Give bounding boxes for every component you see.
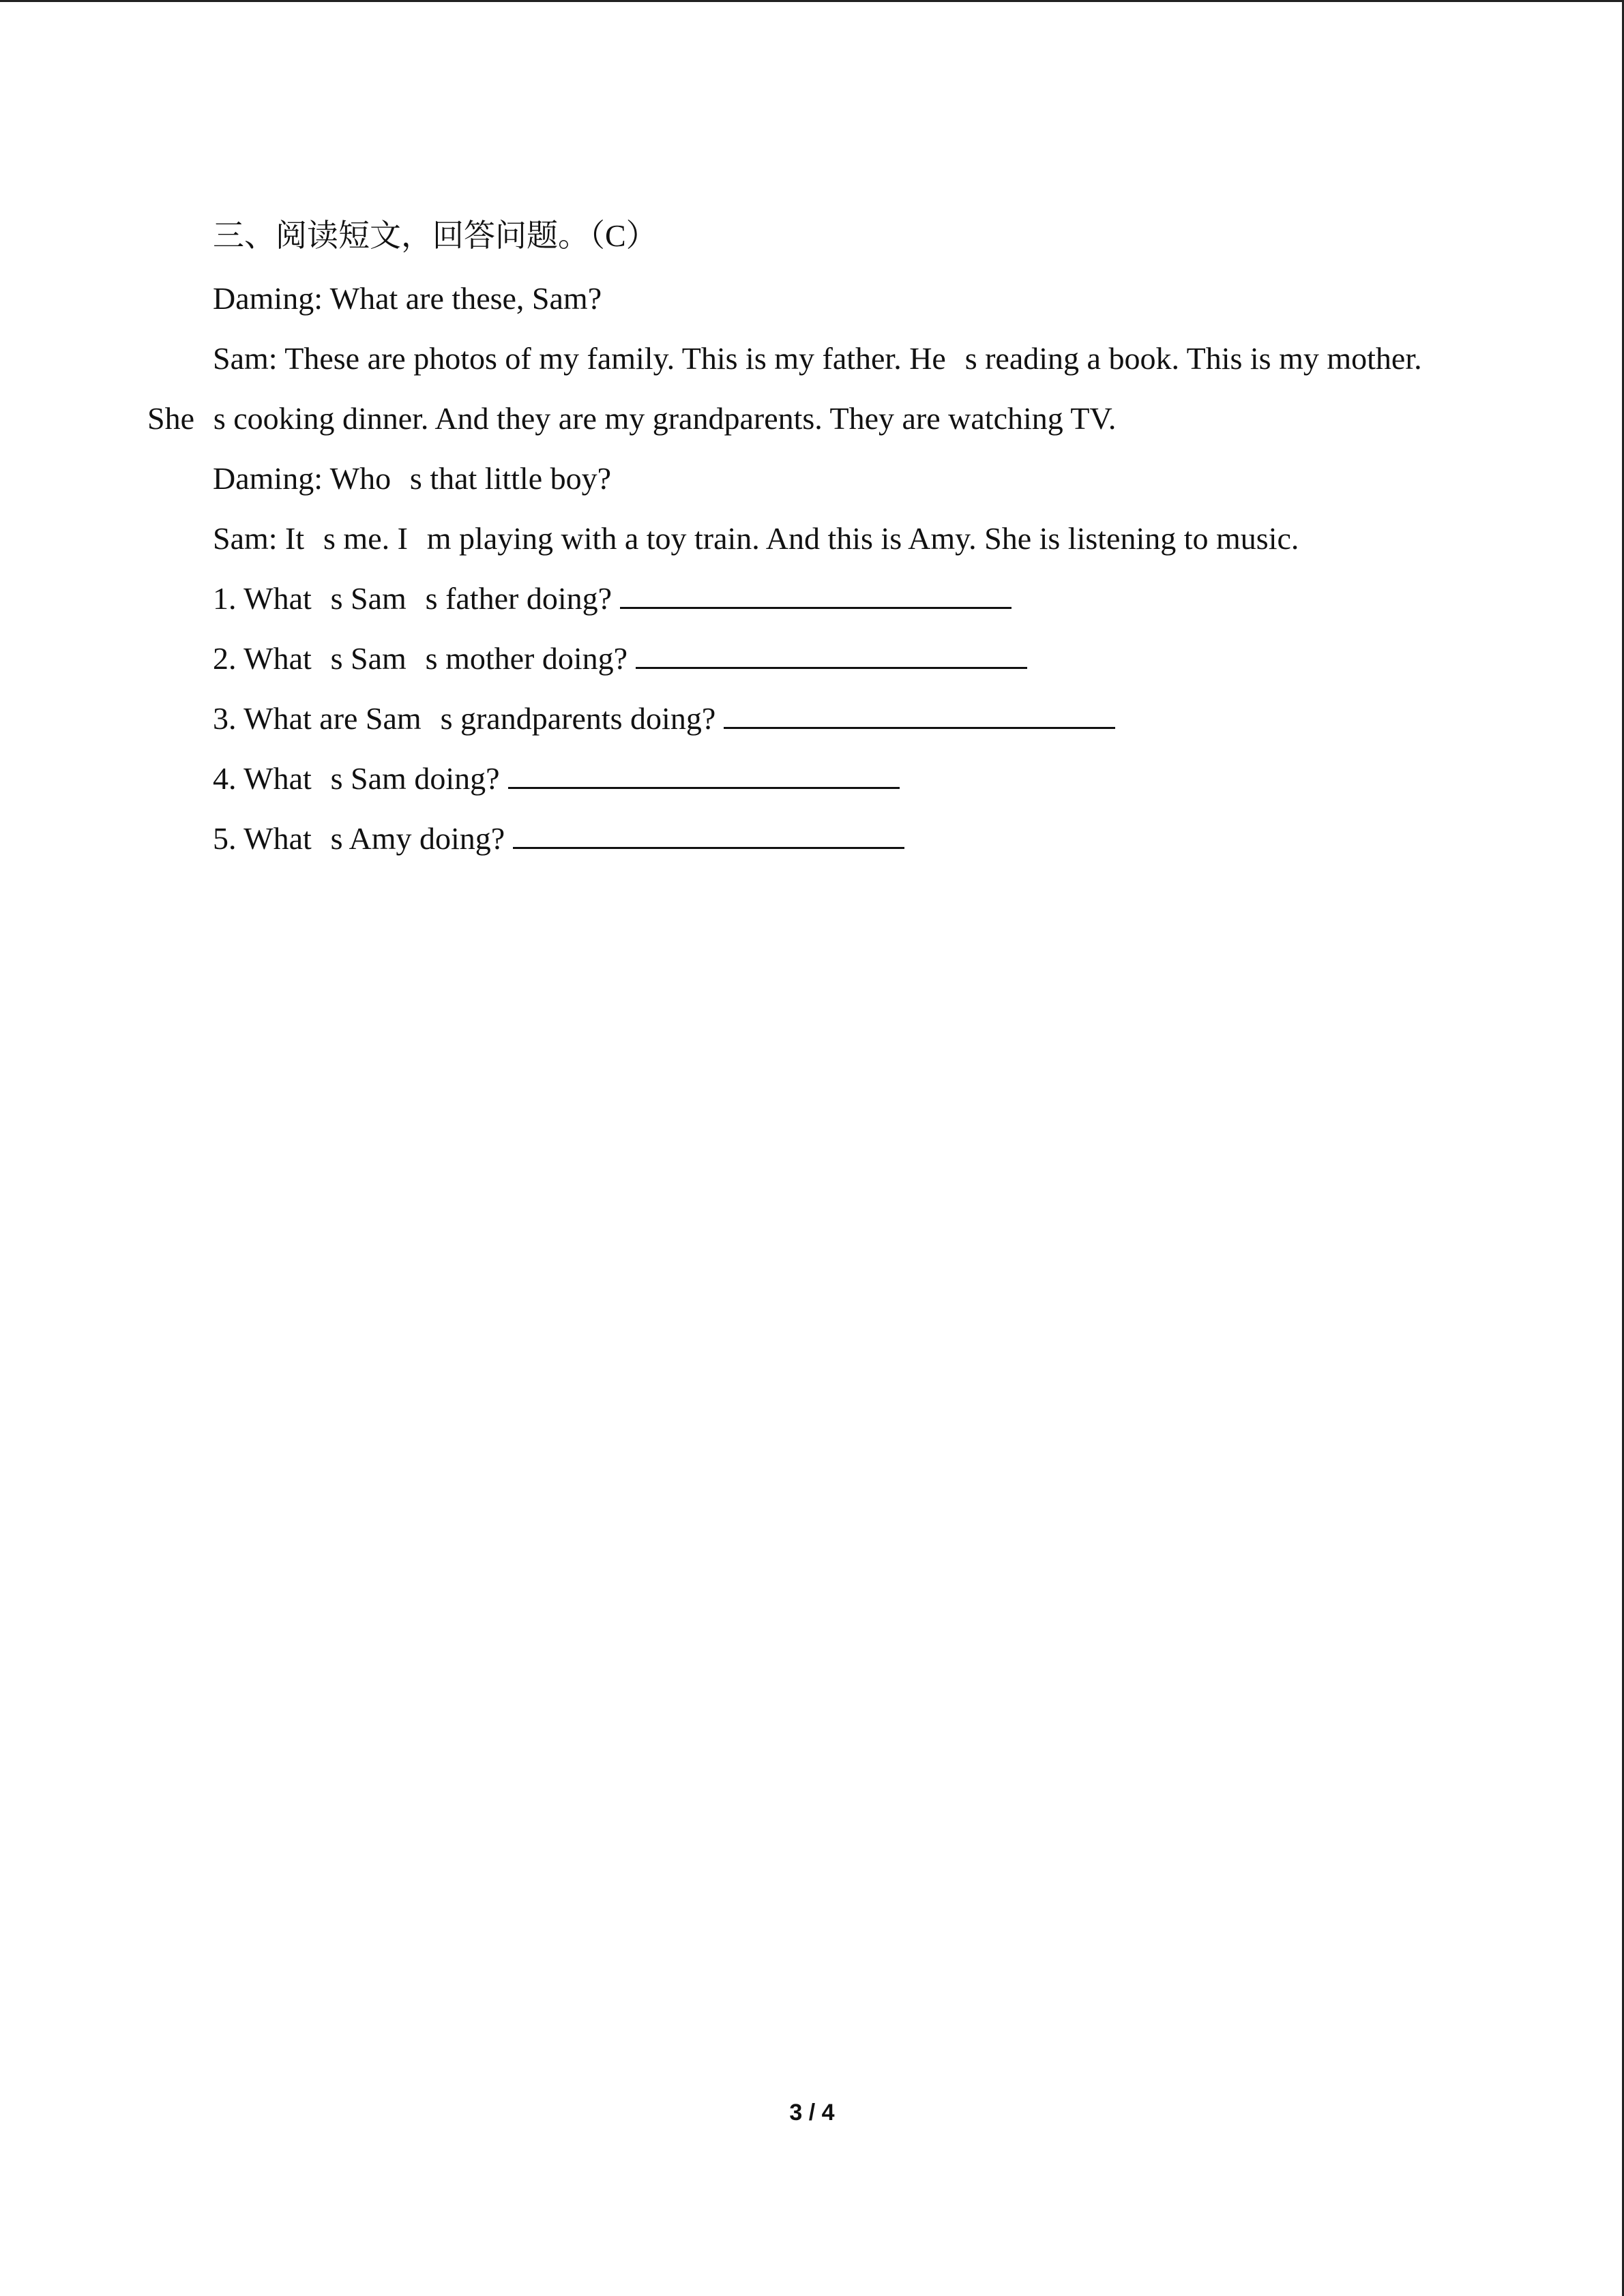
answer-blank-3[interactable] bbox=[724, 701, 1115, 729]
page-border-top bbox=[0, 0, 1624, 2]
question-4 bbox=[213, 760, 900, 798]
question-2-text: 2. Whats Sams mother doing? bbox=[213, 641, 628, 676]
answer-blank-4[interactable] bbox=[508, 761, 900, 789]
section-heading: 三、阅读短文，回答问题。（C） bbox=[213, 218, 658, 253]
answer-blank-1[interactable] bbox=[620, 581, 1012, 609]
page-number: 3 / 4 bbox=[789, 2100, 835, 2126]
passage-line-4: Daming: Whos that little boy? bbox=[213, 461, 612, 496]
question-1 bbox=[213, 580, 1012, 618]
passage-line-1: Daming: What are these, Sam? bbox=[213, 281, 602, 316]
question-3 bbox=[213, 700, 1115, 738]
question-1-text: 1. Whats Sams father doing? bbox=[213, 581, 612, 616]
question-5 bbox=[213, 820, 904, 858]
question-2 bbox=[213, 640, 1027, 678]
question-4-text: 4. Whats Sam doing? bbox=[213, 761, 500, 796]
answer-blank-2[interactable] bbox=[636, 641, 1027, 669]
passage-line-3: Shes cooking dinner. And they are my grandparents. They are watching TV. bbox=[147, 401, 1117, 436]
passage-line-2: Sam: These are photos of my family. This is my father. Hes reading a book. This is my mother. bbox=[213, 341, 1422, 376]
question-5-text: 5. Whats Amy doing? bbox=[213, 821, 505, 856]
passage-line-5: Sam: Its me. Im playing with a toy train. And this is Amy. She is listening to music. bbox=[213, 521, 1299, 556]
answer-blank-5[interactable] bbox=[513, 821, 904, 849]
question-3-text: 3. What are Sams grandparents doing? bbox=[213, 701, 716, 736]
